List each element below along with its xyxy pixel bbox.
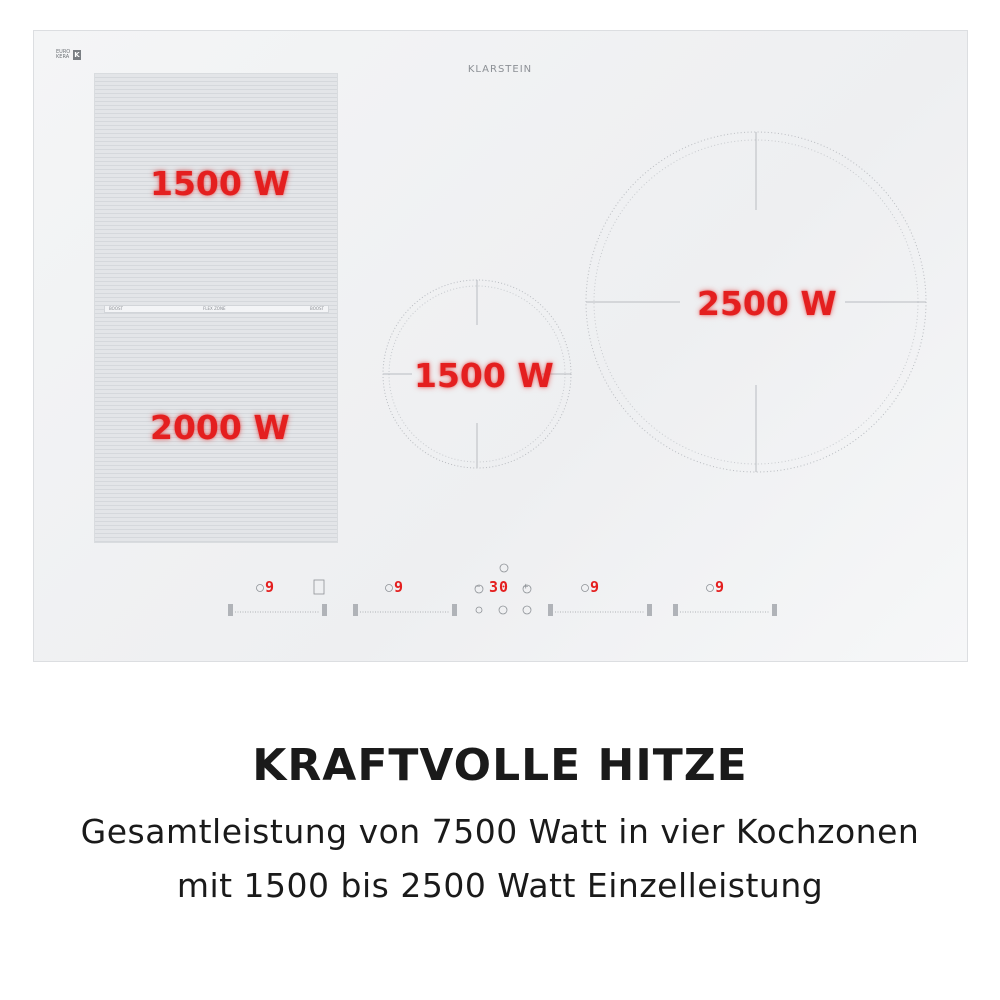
flex-toggle-icon bbox=[314, 580, 324, 594]
subline-1: Gesamtleistung von 7500 Watt in vier Kochzonen bbox=[80, 812, 920, 851]
zone-2-power-icon bbox=[386, 585, 393, 592]
zone-1-level[interactable]: 9 bbox=[265, 578, 275, 596]
lock-icon bbox=[523, 606, 531, 614]
timer-display: 30 bbox=[489, 578, 510, 596]
subline-2: mit 1500 bis 2500 Watt Einzelleistung bbox=[176, 866, 824, 905]
timer-minus-button[interactable]: − bbox=[475, 582, 481, 592]
timer-plus-button[interactable]: + bbox=[523, 582, 529, 592]
flex-label-center: FLEX ZONE bbox=[203, 306, 226, 311]
euro-kera-logo-mark: K bbox=[74, 51, 80, 59]
zone-3-power-icon bbox=[582, 585, 589, 592]
zone-4-power-icon bbox=[707, 585, 714, 592]
flex-label-left: BOOST bbox=[109, 306, 123, 311]
euro-kera-logo-text: EURO KERA bbox=[56, 49, 71, 60]
headline: KRAFTVOLLE HITZE bbox=[252, 740, 748, 791]
zone-4-level[interactable]: 9 bbox=[715, 578, 725, 596]
pause-icon bbox=[499, 606, 507, 614]
flex-top-power: 1500 W bbox=[150, 164, 290, 203]
zone-3-level[interactable]: 9 bbox=[590, 578, 600, 596]
right-zone-power: 2500 W bbox=[697, 284, 837, 323]
center-zone-power: 1500 W bbox=[414, 356, 554, 395]
brand-name: KLARSTEIN bbox=[467, 64, 533, 75]
zone-1-power-icon bbox=[257, 585, 264, 592]
zone-2-level[interactable]: 9 bbox=[394, 578, 404, 596]
flex-bottom-power: 2000 W bbox=[150, 408, 290, 447]
flex-label-right: BOOST bbox=[310, 306, 324, 311]
boost-icon bbox=[476, 607, 482, 613]
clock-icon bbox=[500, 564, 508, 572]
